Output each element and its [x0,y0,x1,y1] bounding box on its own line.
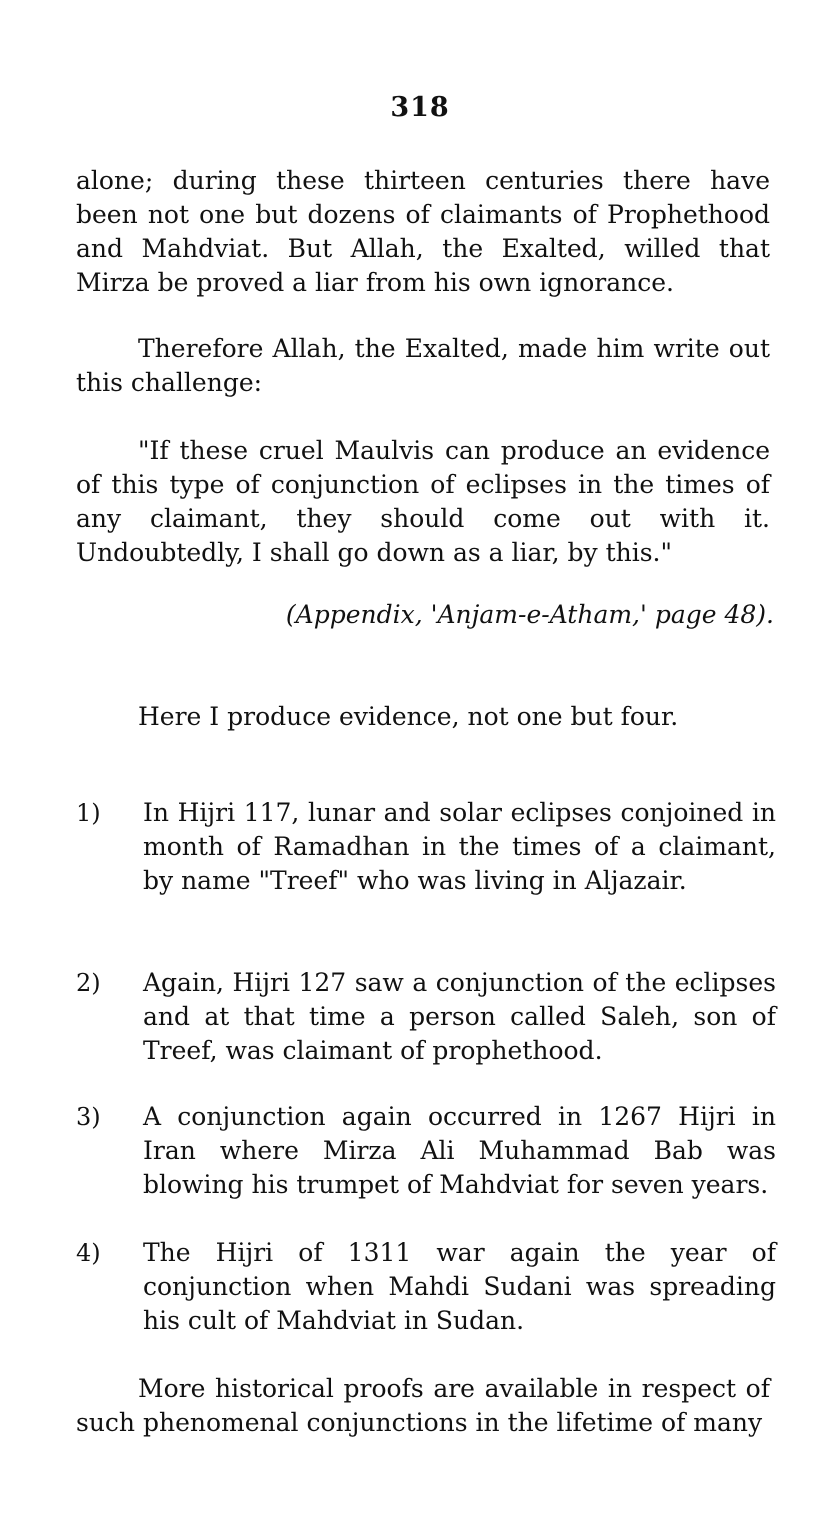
paragraph-challenge-intro: Therefore Allah, the Exalted, made him write out this challenge: [76,334,770,397]
paragraph-closing: More historical proofs are available in respect of such phenomenal conjunctions in the lifetime of many [76,1374,770,1437]
list-item-text: A conjunction again occurred in 1267 Hijri in Iran where Mirza Ali Muhammad Bab was blowing his trumpet of Mahdviat for seven years. [143,1102,776,1199]
evidence-intro: Here I produce evidence, not one but four. [138,702,679,731]
paragraph-quote: "If these cruel Maulvis can produce an evidence of this type of conjunction of eclipses in the times of any claimant, they should come out with it. Undoubtedly, I shall go down as a liar, by this." [76,436,770,567]
page-number: 318 [390,92,450,123]
list-marker: 3) [76,1103,101,1131]
list-marker: 1) [76,799,101,827]
list-marker: 4) [76,1239,101,1267]
list-item-text: In Hijri 117, lunar and solar eclipses conjoined in month of Ramadhan in the times of a claimant, by name "Treef" who was living in Aljazair. [143,798,776,895]
citation: (Appendix, 'Anjam-e-Atham,' page 48). [285,600,774,629]
paragraph-opening: alone; during these thirteen centuries there have been not one but dozens of claimants of Prophethood and Mahdviat. But Allah, the Exalted, willed that Mirza be proved a liar from his own ignorance. [76,166,770,297]
list-item-text: The Hijri of 1311 war again the year of conjunction when Mahdi Sudani was spreading his cult of Mahdviat in Sudan. [143,1238,776,1335]
list-item-text: Again, Hijri 127 saw a conjunction of the eclipses and at that time a person called Saleh, son of Treef, was claimant of prophethood. [143,968,776,1065]
list-marker: 2) [76,969,101,997]
